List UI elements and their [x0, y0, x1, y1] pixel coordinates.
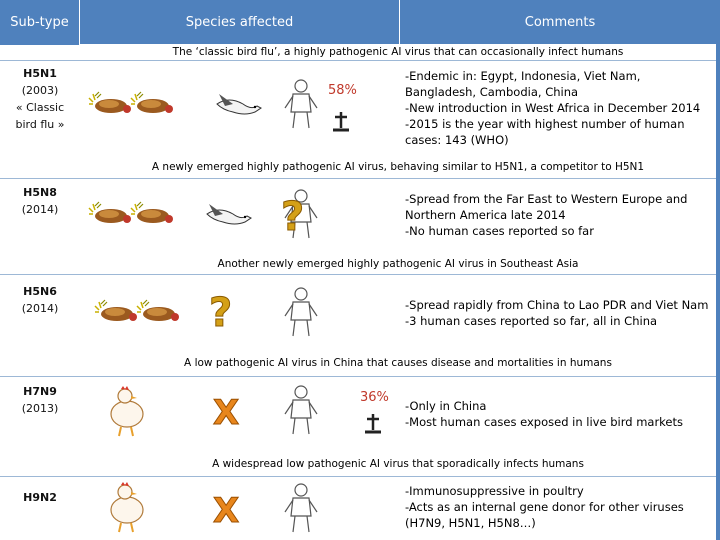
- subtype-year: (2014): [21, 302, 59, 315]
- comment-line: -No human cases reported so far: [405, 224, 594, 238]
- grave-cross-icon: [333, 112, 349, 130]
- subtype-cell: [0, 489, 80, 506]
- dead-poultry-icon: [89, 92, 131, 113]
- header-species: Species affected: [80, 0, 400, 45]
- species-icons: [85, 478, 395, 540]
- human-figure-icon: [285, 288, 317, 336]
- comment-line: -2015 is the year with highest number of human cases: 143 (WHO): [405, 117, 685, 147]
- header-subtype: Sub-type: [0, 0, 80, 45]
- human-figure-icon: [285, 386, 317, 434]
- comment-line: -Immunosuppressive in poultry: [405, 484, 584, 498]
- comment-line: -Spread from the Far East to Western Europe and Northern America late 2014: [405, 192, 688, 222]
- comment-line: -3 human cases reported so far, all in China: [405, 314, 658, 328]
- subtype-name: H5N8: [23, 186, 57, 199]
- row-caption: Another newly emerged highly pathogenic AI virus in Southeast Asia: [80, 254, 716, 274]
- header-comments: Comments: [400, 0, 720, 45]
- comment-line: -New introduction in West Africa in December 2014: [405, 101, 701, 115]
- species-icons: [85, 380, 395, 460]
- subtype-cell: [0, 383, 80, 417]
- subtype-name: H7N9: [23, 385, 57, 398]
- comment-line: -Acts as an internal gene donor for other viruses (H7N9, H5N1, H5N8…): [405, 500, 684, 530]
- dead-poultry-icon: [131, 202, 173, 223]
- dead-poultry-icon: [89, 202, 131, 223]
- fatality-rate: 36%: [360, 390, 389, 405]
- row-caption: A widespread low pathogenic AI virus that sporadically infects humans: [80, 452, 716, 476]
- species-icons: [85, 180, 395, 260]
- comment-line: -Only in China: [405, 399, 487, 413]
- grave-cross-icon: [365, 414, 381, 432]
- subtype-name: H9N2: [23, 491, 57, 504]
- right-border: [716, 45, 720, 540]
- comment-line: -Spread rapidly from China to Lao PDR and Viet Nam: [405, 298, 709, 312]
- subtype-cell: [0, 283, 80, 317]
- comments-cell: [405, 68, 710, 148]
- wild-duck-icon: [217, 94, 261, 114]
- subtype-year: (2003): [21, 84, 59, 97]
- subtype-extra: bird flu »: [15, 118, 65, 131]
- row-caption: A newly emerged highly pathogenic AI virus, behaving similar to H5N1, a competitor to H5N1: [80, 156, 716, 178]
- subtype-name: H5N1: [23, 67, 57, 80]
- subtype-year: (2013): [21, 402, 59, 415]
- x-mark-icon: [213, 393, 239, 433]
- subtype-extra: « Classic: [15, 101, 65, 114]
- comments-cell: [405, 398, 710, 430]
- subtype-year: (2014): [21, 203, 59, 216]
- species-icons: [85, 70, 395, 150]
- question-mark-icon: [209, 290, 232, 336]
- comment-line: -Endemic in: Egypt, Indonesia, Viet Nam, Bangladesh, Cambodia, China: [405, 69, 641, 99]
- human-figure-icon: [285, 80, 317, 128]
- healthy-chicken-icon: [111, 482, 143, 532]
- comments-cell: [405, 191, 710, 239]
- comments-cell: [405, 483, 710, 531]
- dead-poultry-icon: [137, 300, 179, 321]
- comment-line: -Most human cases exposed in live bird markets: [405, 415, 683, 429]
- fatality-rate: 58%: [328, 83, 357, 98]
- subtype-cell: [0, 65, 80, 133]
- comments-cell: [405, 297, 710, 329]
- question-mark-icon: [281, 194, 304, 240]
- dead-poultry-icon: [131, 92, 173, 113]
- subtype-cell: [0, 184, 80, 218]
- x-mark-icon: [213, 491, 239, 531]
- human-figure-icon: [285, 484, 317, 532]
- species-icons: [85, 278, 395, 358]
- dead-poultry-icon: [95, 300, 137, 321]
- wild-duck-icon: [207, 204, 251, 224]
- row-caption: The ‘classic bird flu’, a highly pathogenic AI virus that can occasionally infect humans: [80, 44, 716, 60]
- row-caption: A low pathogenic AI virus in China that causes disease and mortalities in humans: [80, 350, 716, 376]
- healthy-chicken-icon: [111, 386, 143, 436]
- subtype-name: H5N6: [23, 285, 57, 298]
